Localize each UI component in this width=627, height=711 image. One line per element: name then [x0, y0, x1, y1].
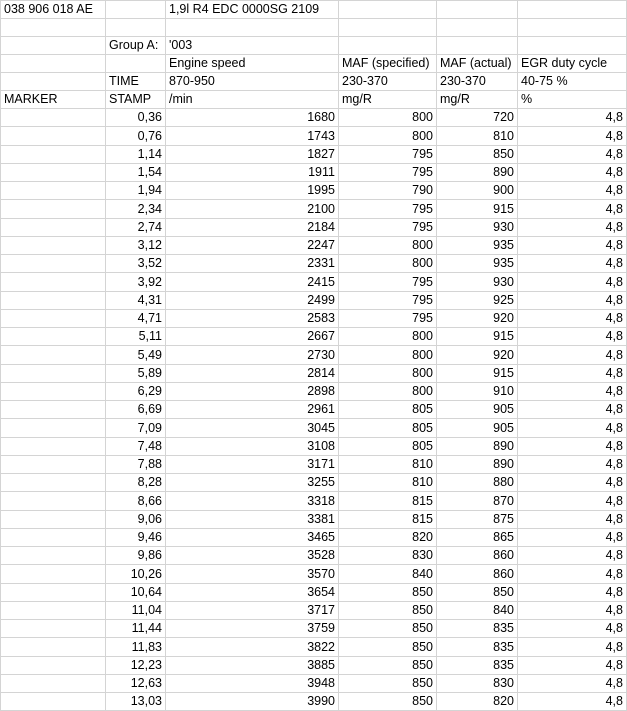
- cell-egr-duty-cycle[interactable]: 4,8: [518, 492, 627, 510]
- table-row: [1, 638, 627, 656]
- table-row: [1, 255, 627, 273]
- cell-marker[interactable]: [1, 419, 106, 437]
- header-cell-maf-actual[interactable]: [437, 37, 518, 55]
- cell-egr-duty-cycle[interactable]: 4,8: [518, 163, 627, 181]
- cell-marker[interactable]: [1, 528, 106, 546]
- table-row: [1, 492, 627, 510]
- cell-maf-actual[interactable]: 820: [437, 693, 518, 711]
- cell-time-stamp[interactable]: 5,11: [106, 328, 166, 346]
- cell-maf-actual[interactable]: 720: [437, 109, 518, 127]
- cell-maf-specified[interactable]: 800: [339, 236, 437, 254]
- table-row: [1, 528, 627, 546]
- cell-marker[interactable]: [1, 364, 106, 382]
- cell-engine-speed[interactable]: 3318: [166, 492, 339, 510]
- table-row: [1, 656, 627, 674]
- table-row: [1, 382, 627, 400]
- cell-maf-specified[interactable]: 850: [339, 638, 437, 656]
- cell-maf-actual[interactable]: 850: [437, 145, 518, 163]
- cell-maf-actual[interactable]: 930: [437, 273, 518, 291]
- table-row: [1, 182, 627, 200]
- cell-egr-duty-cycle[interactable]: 4,8: [518, 620, 627, 638]
- header-cell-maf-specified[interactable]: MAF (specified): [339, 55, 437, 73]
- cell-maf-specified[interactable]: 800: [339, 382, 437, 400]
- cell-engine-speed[interactable]: 1680: [166, 109, 339, 127]
- cell-time-stamp[interactable]: 3,12: [106, 236, 166, 254]
- cell-engine-speed[interactable]: 2331: [166, 255, 339, 273]
- cell-maf-actual[interactable]: 850: [437, 583, 518, 601]
- cell-marker[interactable]: [1, 437, 106, 455]
- table-row: [1, 693, 627, 711]
- cell-engine-speed[interactable]: 3822: [166, 638, 339, 656]
- cell-egr-duty-cycle[interactable]: 4,8: [518, 656, 627, 674]
- cell-marker[interactable]: [1, 182, 106, 200]
- header-cell-engine-speed[interactable]: 870-950: [166, 73, 339, 91]
- cell-time-stamp[interactable]: 1,94: [106, 182, 166, 200]
- cell-marker[interactable]: [1, 638, 106, 656]
- table-row: [1, 583, 627, 601]
- cell-egr-duty-cycle[interactable]: 4,8: [518, 419, 627, 437]
- cell-engine-speed[interactable]: 1827: [166, 145, 339, 163]
- table-row: [1, 474, 627, 492]
- cell-maf-specified[interactable]: 795: [339, 273, 437, 291]
- cell-maf-specified[interactable]: 815: [339, 510, 437, 528]
- cell-egr-duty-cycle[interactable]: 4,8: [518, 437, 627, 455]
- cell-maf-actual[interactable]: 880: [437, 474, 518, 492]
- table-row: [1, 620, 627, 638]
- cell-maf-actual[interactable]: 935: [437, 236, 518, 254]
- header-cell-maf-specified[interactable]: [339, 37, 437, 55]
- cell-maf-actual[interactable]: 920: [437, 346, 518, 364]
- cell-engine-speed[interactable]: 2730: [166, 346, 339, 364]
- cell-time-stamp[interactable]: 11,83: [106, 638, 166, 656]
- header-cell-marker[interactable]: [1, 37, 106, 55]
- header-row: [1, 37, 627, 55]
- table-row: [1, 565, 627, 583]
- cell-marker[interactable]: [1, 127, 106, 145]
- cell-marker[interactable]: [1, 145, 106, 163]
- cell-engine-speed[interactable]: 3108: [166, 437, 339, 455]
- header-cell-maf-actual[interactable]: mg/R: [437, 91, 518, 109]
- cell-engine-speed[interactable]: 2961: [166, 401, 339, 419]
- cell-maf-specified[interactable]: 800: [339, 255, 437, 273]
- header-cell-time-stamp[interactable]: [106, 1, 166, 19]
- cell-time-stamp[interactable]: 6,29: [106, 382, 166, 400]
- cell-maf-specified[interactable]: 795: [339, 218, 437, 236]
- header-row: [1, 91, 627, 109]
- cell-egr-duty-cycle[interactable]: 4,8: [518, 200, 627, 218]
- cell-maf-actual[interactable]: 935: [437, 255, 518, 273]
- cell-time-stamp[interactable]: 7,48: [106, 437, 166, 455]
- cell-time-stamp[interactable]: 10,26: [106, 565, 166, 583]
- header-cell-marker[interactable]: MARKER: [1, 91, 106, 109]
- cell-engine-speed[interactable]: 3990: [166, 693, 339, 711]
- cell-egr-duty-cycle[interactable]: 4,8: [518, 364, 627, 382]
- cell-egr-duty-cycle[interactable]: 4,8: [518, 145, 627, 163]
- cell-egr-duty-cycle[interactable]: 4,8: [518, 401, 627, 419]
- header-cell-time-stamp[interactable]: [106, 55, 166, 73]
- cell-marker[interactable]: [1, 455, 106, 473]
- cell-time-stamp[interactable]: 9,46: [106, 528, 166, 546]
- cell-time-stamp[interactable]: 3,52: [106, 255, 166, 273]
- cell-maf-specified[interactable]: 795: [339, 309, 437, 327]
- cell-time-stamp[interactable]: 9,86: [106, 547, 166, 565]
- cell-egr-duty-cycle[interactable]: 4,8: [518, 547, 627, 565]
- cell-time-stamp[interactable]: 7,09: [106, 419, 166, 437]
- table-row: [1, 236, 627, 254]
- cell-time-stamp[interactable]: 1,54: [106, 163, 166, 181]
- cell-marker[interactable]: [1, 200, 106, 218]
- cell-maf-actual[interactable]: 900: [437, 182, 518, 200]
- table-row: [1, 200, 627, 218]
- cell-maf-specified[interactable]: 800: [339, 328, 437, 346]
- cell-marker[interactable]: [1, 109, 106, 127]
- cell-marker[interactable]: [1, 656, 106, 674]
- cell-maf-actual[interactable]: 860: [437, 565, 518, 583]
- cell-marker[interactable]: [1, 273, 106, 291]
- cell-time-stamp[interactable]: 8,28: [106, 474, 166, 492]
- cell-maf-specified[interactable]: 810: [339, 455, 437, 473]
- header-cell-time-stamp[interactable]: [106, 19, 166, 37]
- cell-egr-duty-cycle[interactable]: 4,8: [518, 674, 627, 692]
- cell-marker[interactable]: [1, 309, 106, 327]
- cell-time-stamp[interactable]: 1,14: [106, 145, 166, 163]
- cell-maf-actual[interactable]: 915: [437, 364, 518, 382]
- cell-marker[interactable]: [1, 474, 106, 492]
- table-row: [1, 163, 627, 181]
- table-row: [1, 218, 627, 236]
- table-row: [1, 309, 627, 327]
- cell-egr-duty-cycle[interactable]: 4,8: [518, 182, 627, 200]
- cell-maf-specified[interactable]: 800: [339, 346, 437, 364]
- cell-engine-speed[interactable]: 3465: [166, 528, 339, 546]
- cell-time-stamp[interactable]: 11,04: [106, 601, 166, 619]
- cell-maf-actual[interactable]: 830: [437, 674, 518, 692]
- cell-maf-actual[interactable]: 865: [437, 528, 518, 546]
- header-cell-time-stamp[interactable]: STAMP: [106, 91, 166, 109]
- cell-time-stamp[interactable]: 0,36: [106, 109, 166, 127]
- header-cell-marker[interactable]: [1, 55, 106, 73]
- cell-engine-speed[interactable]: 2415: [166, 273, 339, 291]
- cell-maf-actual[interactable]: 835: [437, 620, 518, 638]
- cell-time-stamp[interactable]: 0,76: [106, 127, 166, 145]
- table-row: [1, 437, 627, 455]
- cell-engine-speed[interactable]: 2814: [166, 364, 339, 382]
- cell-marker[interactable]: [1, 547, 106, 565]
- cell-marker[interactable]: [1, 328, 106, 346]
- header-cell-egr-duty-cycle[interactable]: %: [518, 91, 627, 109]
- table-row: [1, 674, 627, 692]
- header-cell-marker[interactable]: 038 906 018 AE: [1, 1, 106, 19]
- cell-time-stamp[interactable]: 6,69: [106, 401, 166, 419]
- cell-egr-duty-cycle[interactable]: 4,8: [518, 474, 627, 492]
- cell-engine-speed[interactable]: 2100: [166, 200, 339, 218]
- cell-time-stamp[interactable]: 2,34: [106, 200, 166, 218]
- cell-maf-specified[interactable]: 790: [339, 182, 437, 200]
- cell-engine-speed[interactable]: 2247: [166, 236, 339, 254]
- cell-engine-speed[interactable]: 3759: [166, 620, 339, 638]
- cell-egr-duty-cycle[interactable]: 4,8: [518, 291, 627, 309]
- header-cell-engine-speed[interactable]: [166, 19, 339, 37]
- cell-time-stamp[interactable]: 5,49: [106, 346, 166, 364]
- cell-egr-duty-cycle[interactable]: 4,8: [518, 109, 627, 127]
- cell-time-stamp[interactable]: 2,74: [106, 218, 166, 236]
- cell-maf-specified[interactable]: 820: [339, 528, 437, 546]
- cell-marker[interactable]: [1, 510, 106, 528]
- cell-marker[interactable]: [1, 620, 106, 638]
- cell-engine-speed[interactable]: 3381: [166, 510, 339, 528]
- header-cell-maf-actual[interactable]: MAF (actual): [437, 55, 518, 73]
- header-cell-marker[interactable]: [1, 19, 106, 37]
- cell-engine-speed[interactable]: 3045: [166, 419, 339, 437]
- cell-time-stamp[interactable]: 11,44: [106, 620, 166, 638]
- header-cell-egr-duty-cycle[interactable]: 40-75 %: [518, 73, 627, 91]
- cell-engine-speed[interactable]: 2583: [166, 309, 339, 327]
- header-cell-maf-specified[interactable]: [339, 19, 437, 37]
- cell-egr-duty-cycle[interactable]: 4,8: [518, 236, 627, 254]
- cell-maf-specified[interactable]: 850: [339, 693, 437, 711]
- cell-maf-actual[interactable]: 810: [437, 127, 518, 145]
- cell-marker[interactable]: [1, 693, 106, 711]
- header-cell-engine-speed[interactable]: /min: [166, 91, 339, 109]
- cell-egr-duty-cycle[interactable]: 4,8: [518, 218, 627, 236]
- header-cell-maf-actual[interactable]: [437, 1, 518, 19]
- cell-maf-actual[interactable]: 920: [437, 309, 518, 327]
- cell-marker[interactable]: [1, 601, 106, 619]
- cell-egr-duty-cycle[interactable]: 4,8: [518, 455, 627, 473]
- header-row: [1, 19, 627, 37]
- header-cell-time-stamp[interactable]: TIME: [106, 73, 166, 91]
- cell-maf-specified[interactable]: 810: [339, 474, 437, 492]
- cell-maf-specified[interactable]: 830: [339, 547, 437, 565]
- cell-engine-speed[interactable]: 2499: [166, 291, 339, 309]
- cell-maf-actual[interactable]: 925: [437, 291, 518, 309]
- header-cell-egr-duty-cycle[interactable]: [518, 37, 627, 55]
- cell-engine-speed[interactable]: 1911: [166, 163, 339, 181]
- cell-engine-speed[interactable]: 3717: [166, 601, 339, 619]
- cell-maf-specified[interactable]: 795: [339, 200, 437, 218]
- header-cell-maf-specified[interactable]: 230-370: [339, 73, 437, 91]
- table-row: [1, 145, 627, 163]
- cell-maf-specified[interactable]: 800: [339, 109, 437, 127]
- table-row: [1, 510, 627, 528]
- cell-time-stamp[interactable]: 9,06: [106, 510, 166, 528]
- header-cell-marker[interactable]: [1, 73, 106, 91]
- cell-egr-duty-cycle[interactable]: 4,8: [518, 638, 627, 656]
- cell-marker[interactable]: [1, 674, 106, 692]
- header-cell-maf-specified[interactable]: mg/R: [339, 91, 437, 109]
- cell-engine-speed[interactable]: 3948: [166, 674, 339, 692]
- header-cell-maf-specified[interactable]: [339, 1, 437, 19]
- header-cell-maf-actual[interactable]: [437, 19, 518, 37]
- cell-maf-actual[interactable]: 840: [437, 601, 518, 619]
- cell-maf-actual[interactable]: 930: [437, 218, 518, 236]
- cell-maf-actual[interactable]: 905: [437, 401, 518, 419]
- cell-maf-actual[interactable]: 910: [437, 382, 518, 400]
- cell-marker[interactable]: [1, 565, 106, 583]
- cell-egr-duty-cycle[interactable]: 4,8: [518, 328, 627, 346]
- cell-maf-actual[interactable]: 890: [437, 163, 518, 181]
- table-row: [1, 328, 627, 346]
- cell-engine-speed[interactable]: 3654: [166, 583, 339, 601]
- cell-maf-specified[interactable]: 840: [339, 565, 437, 583]
- table-row: [1, 547, 627, 565]
- cell-time-stamp[interactable]: 4,31: [106, 291, 166, 309]
- cell-time-stamp[interactable]: 13,03: [106, 693, 166, 711]
- cell-maf-actual[interactable]: 915: [437, 328, 518, 346]
- cell-time-stamp[interactable]: 10,64: [106, 583, 166, 601]
- cell-egr-duty-cycle[interactable]: 4,8: [518, 255, 627, 273]
- cell-marker[interactable]: [1, 401, 106, 419]
- cell-time-stamp[interactable]: 5,89: [106, 364, 166, 382]
- cell-maf-actual[interactable]: 915: [437, 200, 518, 218]
- cell-egr-duty-cycle[interactable]: 4,8: [518, 346, 627, 364]
- cell-engine-speed[interactable]: 3255: [166, 474, 339, 492]
- header-cell-engine-speed[interactable]: 1,9l R4 EDC 0000SG 2109: [166, 1, 339, 19]
- cell-maf-specified[interactable]: 795: [339, 145, 437, 163]
- cell-egr-duty-cycle[interactable]: 4,8: [518, 528, 627, 546]
- header-row: [1, 1, 627, 19]
- cell-maf-specified[interactable]: 800: [339, 364, 437, 382]
- cell-maf-specified[interactable]: 815: [339, 492, 437, 510]
- cell-maf-specified[interactable]: 795: [339, 163, 437, 181]
- cell-engine-speed[interactable]: 2667: [166, 328, 339, 346]
- cell-egr-duty-cycle[interactable]: 4,8: [518, 583, 627, 601]
- cell-maf-specified[interactable]: 850: [339, 620, 437, 638]
- cell-marker[interactable]: [1, 218, 106, 236]
- cell-marker[interactable]: [1, 291, 106, 309]
- cell-time-stamp[interactable]: 3,92: [106, 273, 166, 291]
- cell-marker[interactable]: [1, 346, 106, 364]
- table-row: [1, 109, 627, 127]
- cell-engine-speed[interactable]: 3171: [166, 455, 339, 473]
- cell-maf-specified[interactable]: 850: [339, 674, 437, 692]
- cell-engine-speed[interactable]: 1743: [166, 127, 339, 145]
- cell-maf-specified[interactable]: 850: [339, 601, 437, 619]
- table-row: [1, 127, 627, 145]
- cell-maf-specified[interactable]: 795: [339, 291, 437, 309]
- cell-marker[interactable]: [1, 163, 106, 181]
- header-row: [1, 55, 627, 73]
- cell-time-stamp[interactable]: 4,71: [106, 309, 166, 327]
- cell-egr-duty-cycle[interactable]: 4,8: [518, 510, 627, 528]
- table-row: [1, 273, 627, 291]
- cell-time-stamp[interactable]: 7,88: [106, 455, 166, 473]
- cell-engine-speed[interactable]: 3885: [166, 656, 339, 674]
- cell-maf-specified[interactable]: 850: [339, 583, 437, 601]
- cell-maf-actual[interactable]: 890: [437, 437, 518, 455]
- table-row: [1, 364, 627, 382]
- table-row: [1, 419, 627, 437]
- cell-maf-specified[interactable]: 800: [339, 127, 437, 145]
- cell-egr-duty-cycle[interactable]: 4,8: [518, 565, 627, 583]
- cell-maf-actual[interactable]: 905: [437, 419, 518, 437]
- table-row: [1, 401, 627, 419]
- cell-engine-speed[interactable]: 3528: [166, 547, 339, 565]
- cell-maf-specified[interactable]: 850: [339, 656, 437, 674]
- header-cell-time-stamp[interactable]: Group A:: [106, 37, 166, 55]
- cell-engine-speed[interactable]: 2184: [166, 218, 339, 236]
- table-row: [1, 346, 627, 364]
- header-cell-engine-speed[interactable]: Engine speed: [166, 55, 339, 73]
- cell-maf-specified[interactable]: 805: [339, 419, 437, 437]
- header-cell-egr-duty-cycle[interactable]: [518, 19, 627, 37]
- cell-marker[interactable]: [1, 583, 106, 601]
- cell-engine-speed[interactable]: 2898: [166, 382, 339, 400]
- cell-engine-speed[interactable]: 1995: [166, 182, 339, 200]
- cell-maf-specified[interactable]: 805: [339, 401, 437, 419]
- cell-maf-actual[interactable]: 890: [437, 455, 518, 473]
- cell-maf-actual[interactable]: 835: [437, 656, 518, 674]
- cell-time-stamp[interactable]: 12,63: [106, 674, 166, 692]
- cell-time-stamp[interactable]: 8,66: [106, 492, 166, 510]
- cell-maf-actual[interactable]: 860: [437, 547, 518, 565]
- cell-marker[interactable]: [1, 492, 106, 510]
- cell-egr-duty-cycle[interactable]: 4,8: [518, 693, 627, 711]
- cell-egr-duty-cycle[interactable]: 4,8: [518, 382, 627, 400]
- cell-egr-duty-cycle[interactable]: 4,8: [518, 127, 627, 145]
- cell-maf-actual[interactable]: 835: [437, 638, 518, 656]
- cell-maf-actual[interactable]: 870: [437, 492, 518, 510]
- table-row: [1, 291, 627, 309]
- table-row: [1, 455, 627, 473]
- cell-marker[interactable]: [1, 236, 106, 254]
- table-row: [1, 601, 627, 619]
- cell-egr-duty-cycle[interactable]: 4,8: [518, 309, 627, 327]
- cell-egr-duty-cycle[interactable]: 4,8: [518, 601, 627, 619]
- cell-egr-duty-cycle[interactable]: 4,8: [518, 273, 627, 291]
- cell-maf-actual[interactable]: 875: [437, 510, 518, 528]
- header-cell-egr-duty-cycle[interactable]: EGR duty cycle: [518, 55, 627, 73]
- header-cell-engine-speed[interactable]: '003: [166, 37, 339, 55]
- cell-time-stamp[interactable]: 12,23: [106, 656, 166, 674]
- cell-marker[interactable]: [1, 382, 106, 400]
- header-row: [1, 73, 627, 91]
- header-cell-maf-actual[interactable]: 230-370: [437, 73, 518, 91]
- cell-engine-speed[interactable]: 3570: [166, 565, 339, 583]
- cell-maf-specified[interactable]: 805: [339, 437, 437, 455]
- header-cell-egr-duty-cycle[interactable]: [518, 1, 627, 19]
- cell-marker[interactable]: [1, 255, 106, 273]
